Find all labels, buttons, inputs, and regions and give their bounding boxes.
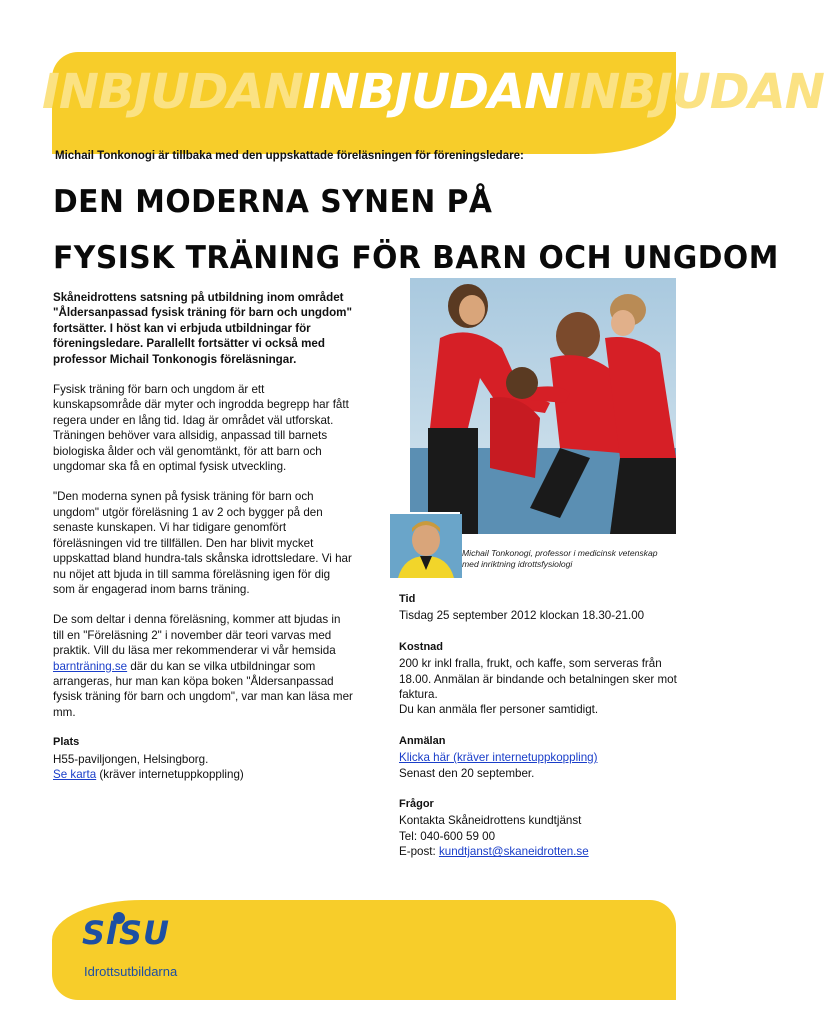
paragraph-1: Fysisk träning för barn och ungdom är ett kunskapsområde där myter och ingrodda begrepp har fått regera under en lång tid. Idag är området väl utforskat. Träningen behöver vara allsidig, anpassad till barnets biologiska ålder och väl genomtänkt, för att barn och ungdomar ska få en optimal fysisk utveckling. [53,383,349,474]
anmalan-heading: Anmälan [399,734,446,747]
anmalan-deadline: Senast den 20 september. [399,766,535,780]
portrait-illustration [390,514,462,578]
barntraning-link[interactable]: barnträning.se [53,659,128,673]
anmalan-link[interactable]: Klicka här (kräver internetuppkoppling) [399,751,598,765]
headline-line-2: FYSISK TRÄNING FÖR BARN OCH UNGDOM [53,240,779,276]
fragor-phone: Tel: 040-600 59 00 [399,829,496,843]
map-link[interactable]: Se karta [53,767,97,781]
banner-wordmark [42,62,824,122]
plats-heading: Plats [53,736,80,749]
banner-word-left: INBJUDAN [42,64,303,120]
anmalan-block [399,734,689,781]
email-link[interactable]: kundtjanst@skaneidrotten.se [438,845,589,859]
map-note: (kräver internetuppkoppling) [96,767,244,781]
intro-line: Michail Tonkonogi är tillbaka med den uppskattade föreläsningen för föreningsledare: [55,150,524,162]
tid-value: Tisdag 25 september 2012 klockan 18.30-21.00 [399,609,645,623]
banner-word-main: INBJUDAN [302,64,564,120]
paragraph-3: De som deltar i denna föreläsning, kommer att bjudas in till en "Föreläsning 2" i november där teori varvas med praktik. Vill du läsa mer rekommenderar vi vår hemsida barnträning.se där du kan se vilka utbildningar som arrangeras, hur man kan köpa boken "Åldersanpassad fysisk träning för barn och ungdom", var man kan läsa mer mm. [53,613,353,719]
kostnad-value: 200 kr inkl fralla, frukt, och kaffe, som serveras från 18.00. Anmälan är bindande och betalningen sker mot faktura. [399,657,677,702]
kostnad-block [399,640,689,718]
plats-block [53,735,353,782]
hero-photo-illustration [410,278,676,534]
paragraph-2: "Den moderna synen på fysisk träning för barn och ungdom" utgör föreläsning 1 av 2 och bygger på den senaste kunskapen. Vi har tidigare genomfört föreläsningen vid tre tillfällen. Den har blivit mycket uppskattad bland hundra-tals skånska idrottsledare. Vi har nu nöjet att bjuda in till samma föreläsning igen för dig som är engagerad inom barns träning. [53,490,352,596]
tid-block [399,592,689,624]
headline-line-1: DEN MODERNA SYNEN PÅ [53,184,493,220]
lead-paragraph: Skåneidrottens satsning på utbildning inom området "Åldersanpassad fysisk träning för barn och ungdom" fortsätter. I höst kan vi erbjuda utbildningar för föreningsledare. Parallellt fortsätter vi också med professor Michail Tonkonogis föreläsningar. [53,291,352,366]
kostnad-heading: Kostnad [399,640,443,653]
fragor-block [399,797,689,860]
email-label: E-post: [399,845,439,859]
portrait-photo [388,512,460,576]
photo-caption: Michail Tonkonogi, professor i medicinsk vetenskap med inriktning idrottsfysiologi [462,548,658,569]
right-column [399,592,689,876]
fragor-contact: Kontakta Skåneidrottens kundtjänst [399,814,582,828]
sisu-subtitle: Idrottsutbildarna [84,964,178,979]
hero-photo [410,278,676,534]
kostnad-extra: Du kan anmäla fler personer samtidigt. [399,703,599,717]
fragor-heading: Frågor [399,798,434,811]
banner-word-right: INBJUDAN [563,64,824,120]
footer-banner [52,900,676,1000]
sisu-logo: SISU [82,914,170,952]
tid-heading: Tid [399,593,416,605]
header-banner [42,52,824,154]
left-column [53,290,353,782]
plats-venue: H55-paviljongen, Helsingborg. [53,752,209,766]
